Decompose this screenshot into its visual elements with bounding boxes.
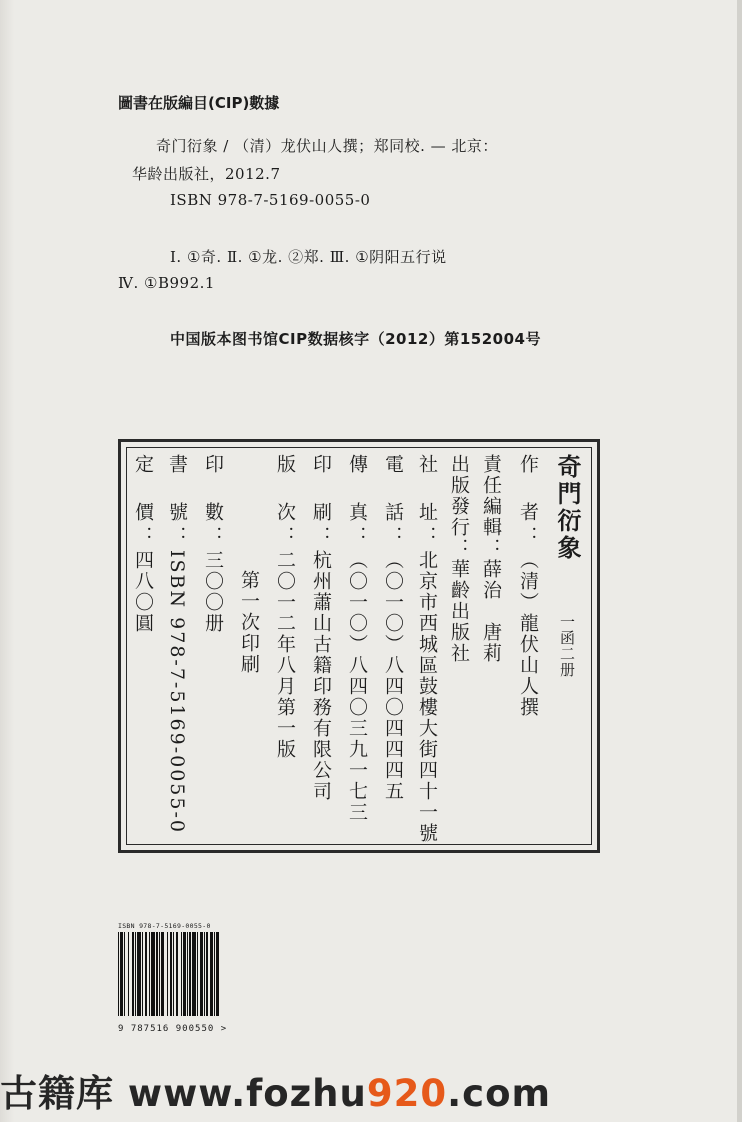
author-value: （清）龍伏山人撰 xyxy=(517,550,539,718)
publisher-label: 出版發行： xyxy=(448,454,470,559)
publisher-value: 華齡出版社 xyxy=(448,559,470,664)
printer-column xyxy=(311,454,330,802)
book-number-value: ISBN 978-7-5169-0055-0 xyxy=(166,550,188,834)
cip-entry-line2: 华龄出版社，2012.7 xyxy=(132,165,281,183)
fax-label: 傳 真： xyxy=(346,454,368,550)
cip-title: 圖書在版編目(CIP)數據 xyxy=(118,94,280,112)
watermark-url-highlight: 920 xyxy=(366,1072,448,1115)
cip-subject-line2: Ⅳ. ①B992.1 xyxy=(118,274,215,292)
price-label: 定 價： xyxy=(132,454,154,550)
barcode-stripe xyxy=(219,932,220,1016)
watermark-url-suffix: .com xyxy=(447,1072,552,1115)
barcode-bars xyxy=(118,932,264,1016)
site-watermark xyxy=(0,1063,551,1117)
address-value: 北京市西城區鼓樓大街四十一號 xyxy=(416,550,438,844)
copies-label: 印 數： xyxy=(202,454,224,550)
address-label: 社 址： xyxy=(416,454,438,550)
barcode-top-text: ISBN 978-7-5169-0055-0 xyxy=(118,922,211,930)
author-label: 作 者： xyxy=(517,454,539,550)
phone-column xyxy=(383,454,402,802)
fax-column xyxy=(347,454,366,823)
volume-count: 一函二册 xyxy=(558,614,576,678)
barcode-bottom-text: 9 787516 900550 > xyxy=(118,1024,228,1034)
phone-label: 電 話： xyxy=(382,454,404,550)
cip-entry-line1: 奇门衍象 / （清）龙伏山人撰；郑同校. — 北京： xyxy=(156,137,498,155)
printer-label: 印 刷： xyxy=(310,454,332,550)
printer-value: 杭州蕭山古籍印務有限公司 xyxy=(310,550,332,802)
editor-label: 責任編輯： xyxy=(480,454,502,559)
address-column xyxy=(417,454,436,844)
book-number-label: 書 號： xyxy=(166,454,188,550)
isbn-barcode xyxy=(118,922,264,1035)
cip-verify-number: 中国版本图书馆CIP数据核字（2012）第152004号 xyxy=(170,330,541,348)
edition-label: 版 次： xyxy=(274,454,296,550)
printing-column xyxy=(239,570,258,675)
copies-column xyxy=(203,454,222,634)
printing-value: 第一次印刷 xyxy=(238,570,260,675)
price-column xyxy=(133,454,152,634)
phone-value: （〇一〇）八四〇四四四五 xyxy=(382,550,404,802)
page-edge xyxy=(737,0,742,1122)
edition-column xyxy=(275,454,294,760)
colophon-frame xyxy=(118,439,600,853)
cip-subject-line1: Ⅰ. ①奇. Ⅱ. ①龙. ②郑. Ⅲ. ①阴阳五行说 xyxy=(170,248,447,266)
watermark-url xyxy=(128,1072,551,1115)
watermark-url-prefix: www.fozhu xyxy=(127,1072,367,1115)
watermark-brand: 古籍库 xyxy=(0,1072,114,1115)
book-title: 奇門衍象 xyxy=(553,454,581,562)
colophon-title-column xyxy=(555,454,579,678)
fax-value: （〇一〇）八四〇三九一七三 xyxy=(346,550,368,823)
cip-isbn: ISBN 978-7-5169-0055-0 xyxy=(170,191,371,209)
editor-column xyxy=(481,454,500,664)
price-value: 四八〇圓 xyxy=(132,550,154,634)
author-column xyxy=(518,454,537,718)
copies-value: 三〇〇册 xyxy=(202,550,224,634)
publisher-column xyxy=(449,454,468,664)
editor-value: 薛治 唐莉 xyxy=(480,559,502,664)
book-number-column xyxy=(167,454,186,834)
page-shadow xyxy=(0,0,14,1122)
edition-value: 二〇一二年八月第一版 xyxy=(274,550,296,760)
